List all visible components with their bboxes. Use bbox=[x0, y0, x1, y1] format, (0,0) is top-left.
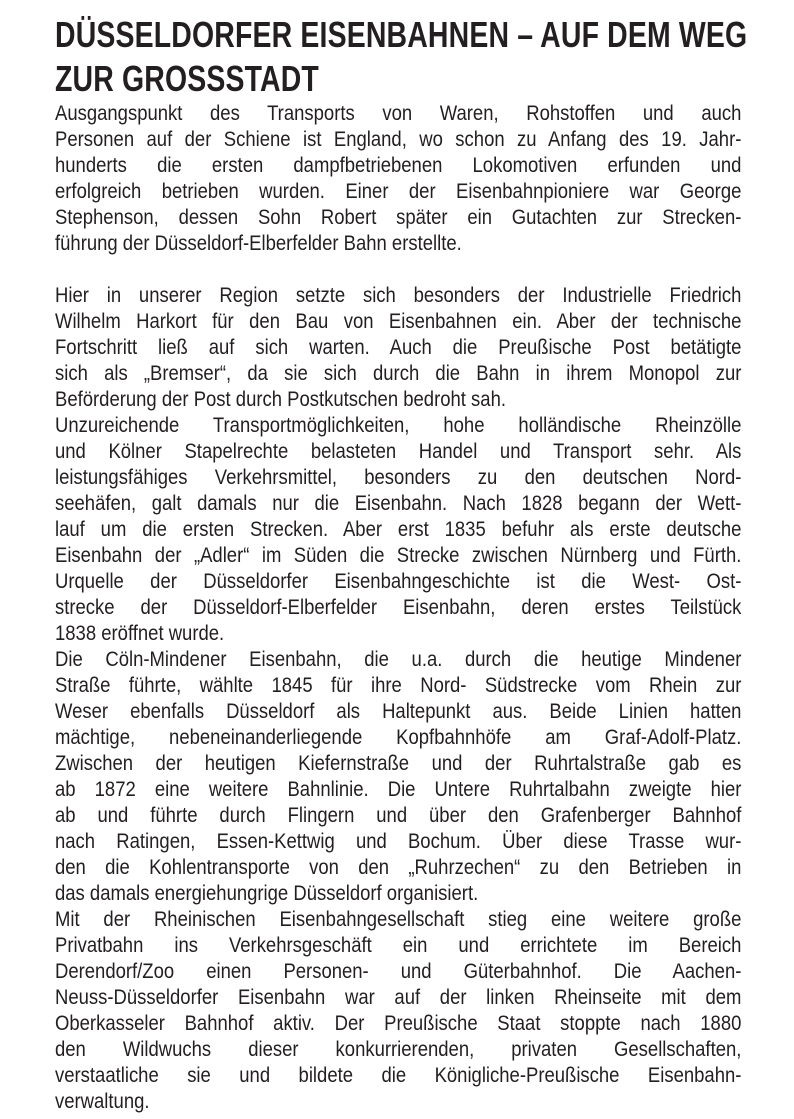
text-line: verwaltung. bbox=[55, 1090, 150, 1113]
text-line: Urquelle der Düsseldorfer Eisenbahngeschichte ist die West- Ost- bbox=[55, 570, 742, 593]
text-line: Personen auf der Schiene ist England, wo schon zu Anfang des 19. Jahr- bbox=[55, 128, 742, 151]
text-line: leistungsfähiges Verkehrsmittel, besonders zu den deutschen Nord- bbox=[55, 466, 742, 489]
text-line: Privatbahn ins Verkehrsgeschäft ein und errichtete im Bereich bbox=[55, 934, 742, 957]
text-line: Wilhelm Harkort für den Bau von Eisenbahnen ein. Aber der technische bbox=[55, 310, 742, 333]
paragraph bbox=[55, 283, 741, 413]
article-title-line-2: ZUR GROSSSTADT bbox=[55, 58, 319, 99]
text-line: Oberkasseler Bahnhof aktiv. Der Preußische Staat stoppte nach 1880 bbox=[55, 1012, 742, 1035]
text-line: den die Kohlentransporte von den „Ruhrzechen“ zu den Betrieben in bbox=[55, 856, 742, 879]
article-body bbox=[55, 101, 741, 1115]
text-line: seehäfen, galt damals nur die Eisenbahn. Nach 1828 begann der Wett- bbox=[55, 492, 742, 515]
text-line: Mit der Rheinischen Eisenbahngesellschaft stieg eine weitere große bbox=[55, 908, 742, 931]
text-line: Ausgangspunkt des Transports von Waren, Rohstoffen und auch bbox=[55, 102, 742, 125]
text-line: Weser ebenfalls Düsseldorf als Haltepunkt aus. Beide Linien hatten bbox=[55, 700, 742, 723]
text-line: führung der Düsseldorf-Elberfelder Bahn erstellte. bbox=[55, 232, 462, 255]
text-line: mächtige, nebeneinanderliegende Kopfbahnhöfe am Graf-Adolf-Platz. bbox=[55, 726, 742, 749]
text-line: Derendorf/Zoo einen Personen- und Güterbahnhof. Die Aachen- bbox=[55, 960, 742, 983]
text-line: Eisenbahn der „Adler“ im Süden die Strecke zwischen Nürnberg und Fürth. bbox=[55, 544, 742, 567]
text-line: Fortschritt ließ auf sich warten. Auch die Preußische Post betätigte bbox=[55, 336, 742, 359]
text-line: Straße führte, wählte 1845 für ihre Nord- Südstrecke vom Rhein zur bbox=[55, 674, 742, 697]
text-line: ab und führte durch Flingern und über den Grafenberger Bahnhof bbox=[55, 804, 742, 827]
text-line: Neuss-Düsseldorfer Eisenbahn war auf der linken Rheinseite mit dem bbox=[55, 986, 742, 1009]
text-line: erfolgreich betrieben wurden. Einer der Eisenbahnpioniere war George bbox=[55, 180, 742, 203]
text-line: Stephenson, dessen Sohn Robert später ein Gutachten zur Strecken- bbox=[55, 206, 742, 229]
text-line: 1838 eröffnet wurde. bbox=[55, 622, 225, 645]
text-line: den Wildwuchs dieser konkurrierenden, privaten Gesellschaften, bbox=[55, 1038, 742, 1061]
page-content bbox=[55, 0, 794, 1115]
text-line: strecke der Düsseldorf-Elberfelder Eisenbahn, deren erstes Teilstück bbox=[55, 596, 742, 619]
paragraph bbox=[55, 101, 741, 257]
paragraph bbox=[55, 647, 741, 907]
text-line: und Kölner Stapelrechte belasteten Handel und Transport sehr. Als bbox=[55, 440, 742, 463]
text-line: Hier in unserer Region setzte sich besonders der Industrielle Friedrich bbox=[55, 284, 742, 307]
text-line: hunderts die ersten dampfbetriebenen Lokomotiven erfunden und bbox=[55, 154, 742, 177]
text-line: das damals energiehungrige Düsseldorf organisiert. bbox=[55, 882, 479, 905]
article-title-line-1: DÜSSELDORFER EISENBAHNEN – AUF DEM WEG bbox=[55, 14, 748, 55]
text-line: Beförderung der Post durch Postkutschen bedroht sah. bbox=[55, 388, 506, 411]
paragraph bbox=[55, 413, 741, 647]
text-line: sich als „Bremser“, da sie sich durch die Bahn in ihrem Monopol zur bbox=[55, 362, 742, 385]
article-title bbox=[55, 13, 782, 101]
text-line: verstaatliche sie und bildete die Königliche-Preußische Eisenbahn- bbox=[55, 1064, 742, 1087]
text-line: lauf um die ersten Strecken. Aber erst 1835 befuhr als erste deutsche bbox=[55, 518, 742, 541]
text-line: ab 1872 eine weitere Bahnlinie. Die Untere Ruhrtalbahn zweigte hier bbox=[55, 778, 742, 801]
text-line: Unzureichende Transportmöglichkeiten, hohe holländische Rheinzölle bbox=[55, 414, 742, 437]
text-line: nach Ratingen, Essen-Kettwig und Bochum. Über diese Trasse wur- bbox=[55, 830, 742, 853]
paragraph bbox=[55, 907, 741, 1115]
text-line: Zwischen der heutigen Kiefernstraße und der Ruhrtalstraße gab es bbox=[55, 752, 742, 775]
text-line: Die Cöln-Mindener Eisenbahn, die u.a. durch die heutige Mindener bbox=[55, 648, 742, 671]
